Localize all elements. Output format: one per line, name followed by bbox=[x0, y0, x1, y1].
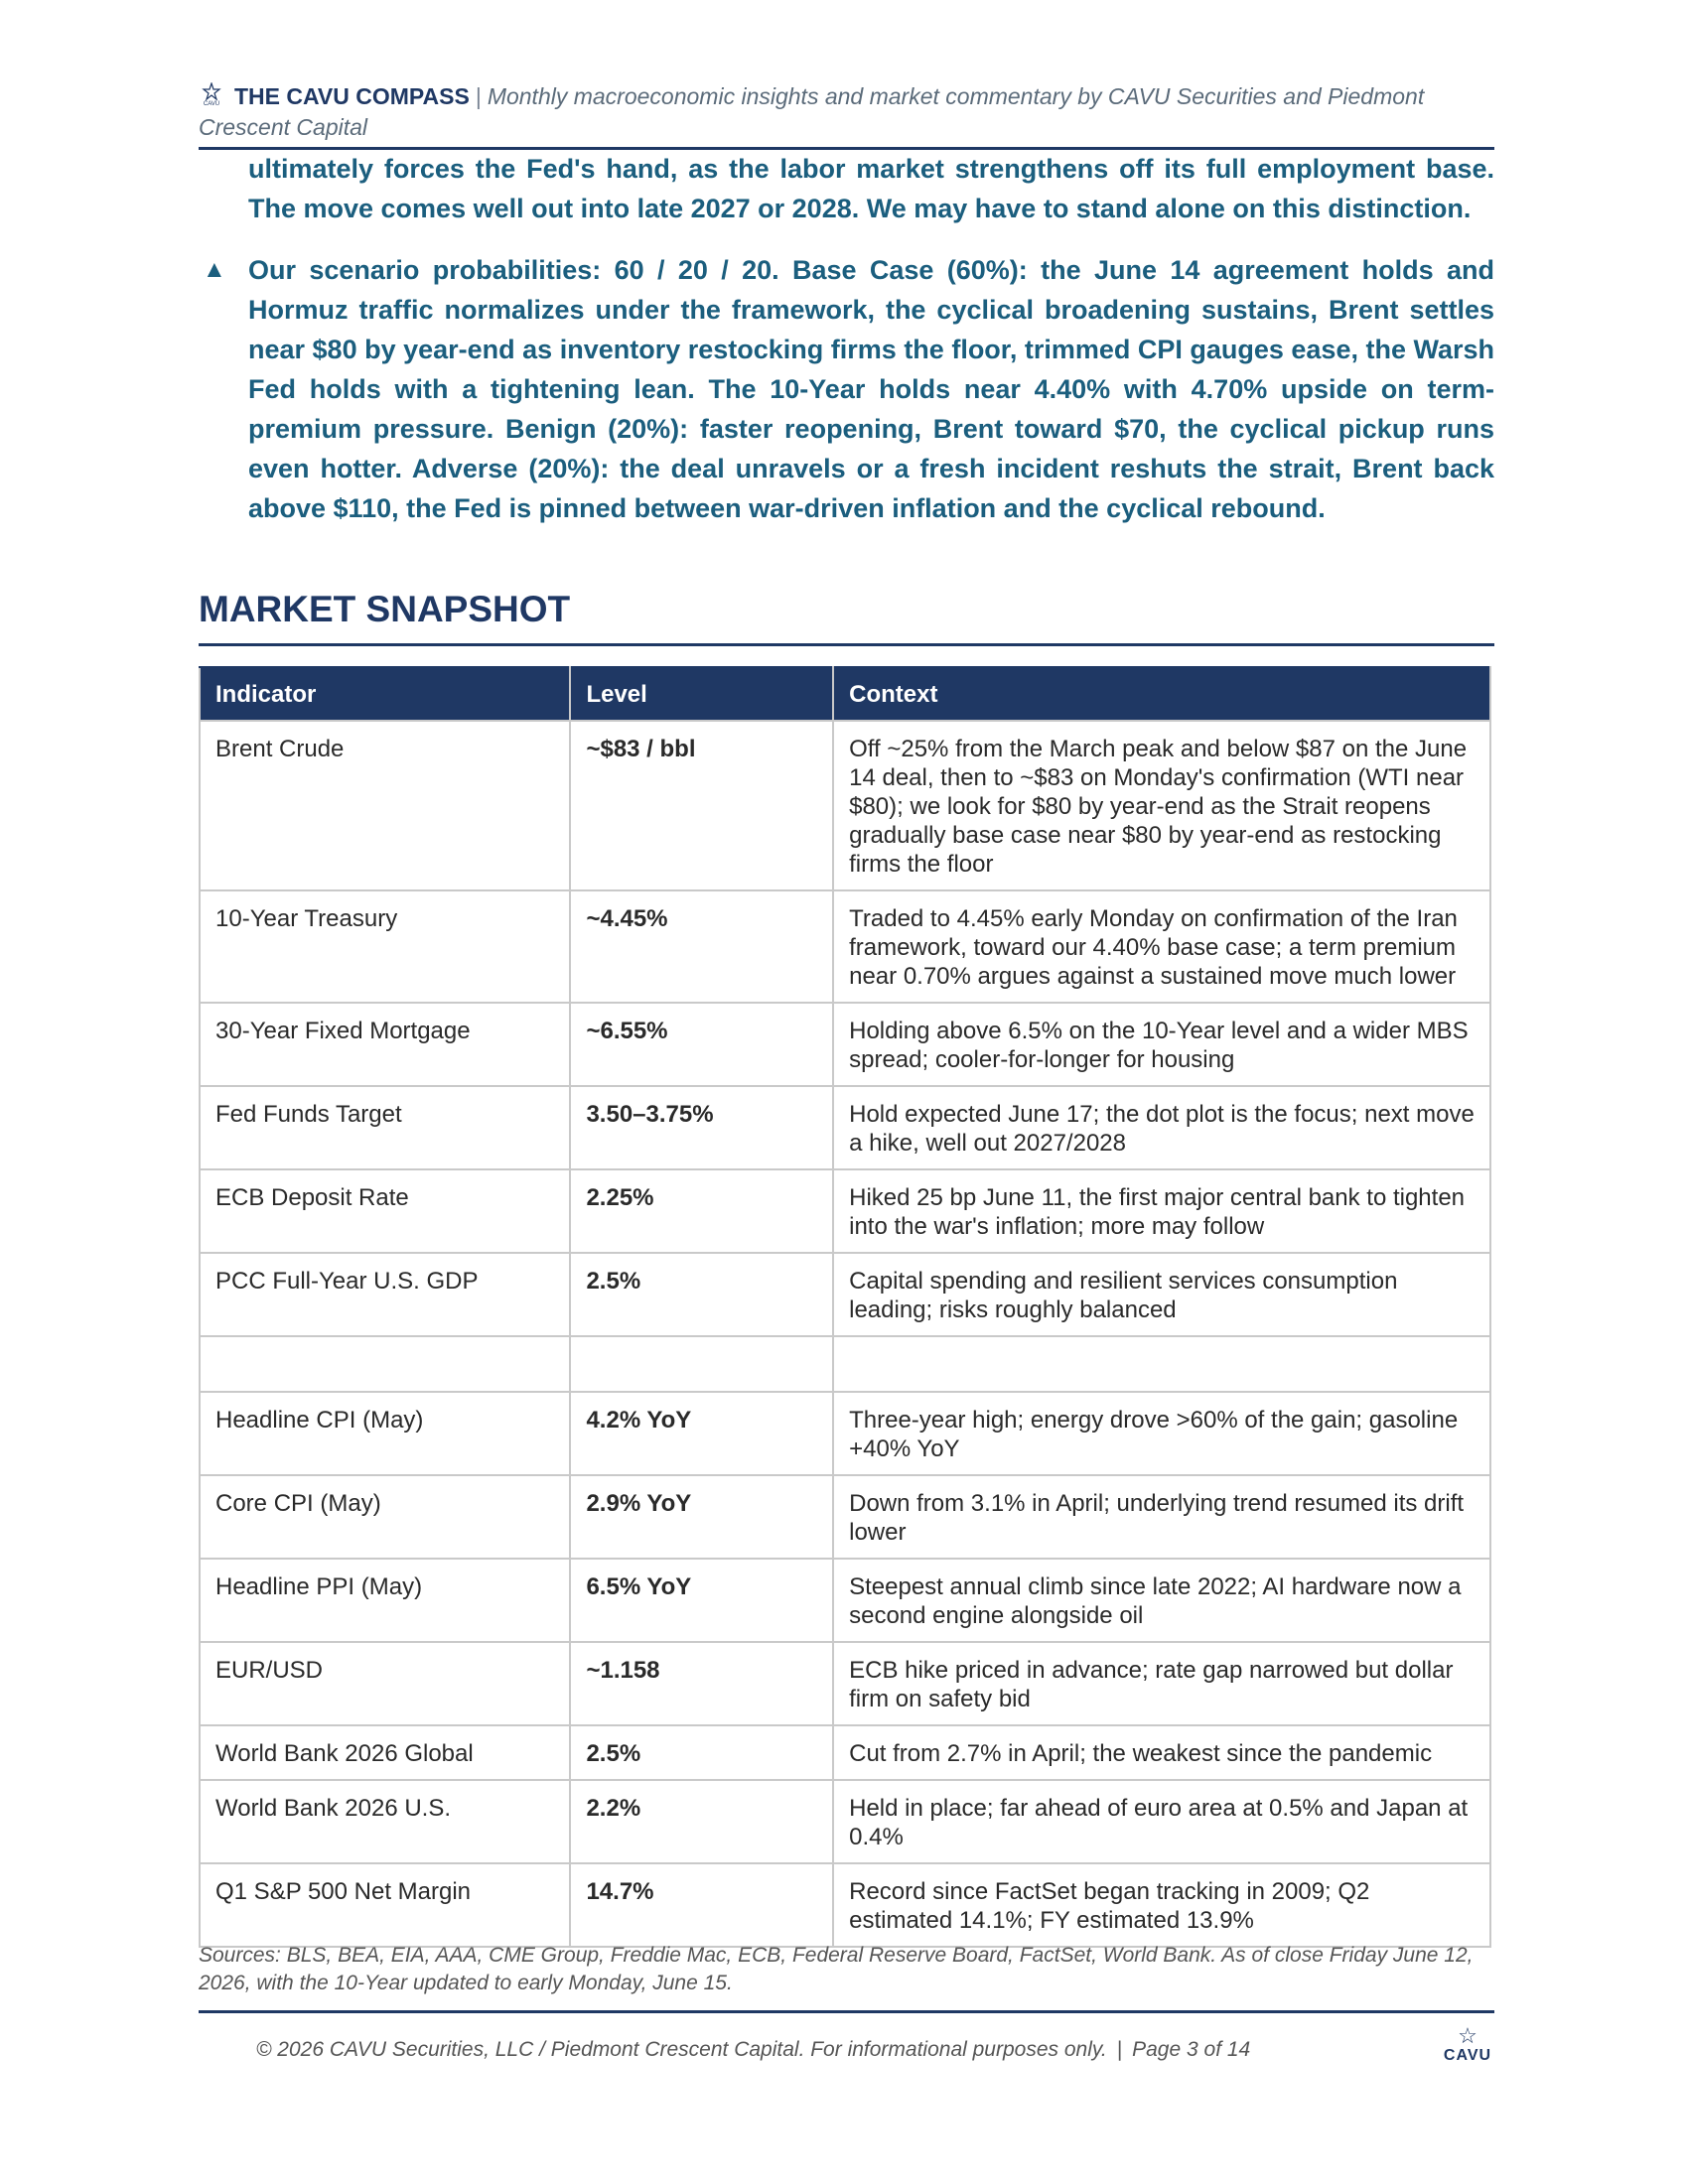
level-cell: 6.5% YoY bbox=[570, 1559, 833, 1642]
column-header-indicator: Indicator bbox=[200, 667, 570, 721]
table-row bbox=[200, 1780, 1490, 1863]
footer-logo-text: CAVU bbox=[1443, 2047, 1492, 2064]
context-cell: Capital spending and resilient services consumption leading; risks roughly balanced bbox=[833, 1253, 1490, 1336]
indicator-cell: PCC Full-Year U.S. GDP bbox=[200, 1253, 570, 1336]
level-cell: 2.2% bbox=[570, 1780, 833, 1863]
context-cell bbox=[833, 1336, 1490, 1392]
copyright-text: © 2026 CAVU Securities, LLC / Piedmont Crescent Capital. For informational purposes only. bbox=[256, 2038, 1107, 2061]
context-cell: Hiked 25 bp June 11, the first major central bank to tighten into the war's inflation; more may follow bbox=[833, 1169, 1490, 1253]
context-cell: Holding above 6.5% on the 10-Year level and a wider MBS spread; cooler-for-longer for housing bbox=[833, 1003, 1490, 1086]
indicator-cell: ECB Deposit Rate bbox=[200, 1169, 570, 1253]
context-cell: Steepest annual climb since late 2022; AI hardware now a second engine alongside oil bbox=[833, 1559, 1490, 1642]
context-cell: Cut from 2.7% in April; the weakest since the pandemic bbox=[833, 1725, 1490, 1780]
level-cell: ~4.45% bbox=[570, 890, 833, 1003]
page-number: Page 3 of 14 bbox=[1132, 2038, 1251, 2061]
table-row bbox=[200, 1253, 1490, 1336]
level-cell: 2.25% bbox=[570, 1169, 833, 1253]
table-header-row bbox=[200, 667, 1490, 721]
indicator-cell: 10-Year Treasury bbox=[200, 890, 570, 1003]
table-row bbox=[200, 1642, 1490, 1725]
table-row bbox=[200, 721, 1490, 890]
level-cell: ~6.55% bbox=[570, 1003, 833, 1086]
level-cell: 3.50–3.75% bbox=[570, 1086, 833, 1169]
indicator-cell: World Bank 2026 Global bbox=[200, 1725, 570, 1780]
table-row-empty bbox=[200, 1336, 1490, 1392]
scenario-text: Our scenario probabilities: 60 / 20 / 20. Base Case (60%): the June 14 agreement holds and Hormuz traffic normalizes under the framework, the cyclical broadening sustains, Brent settles near $80 by year-end as inventory restocking firms the floor, trimmed CPI gauges ease, the Warsh Fed holds with a tightening lean. The 10-Year holds near 4.40% with 4.70% upside on term-premium pressure. Benign (20%): faster reopening, Brent toward $70, the cyclical pickup runs even hotter. Adverse (20%): the deal unravels or a fresh incident reshuts the strait, Brent back above $110, the Fed is pinned between war-driven inflation and the cyclical rebound. bbox=[248, 255, 1494, 523]
indicator-cell: Core CPI (May) bbox=[200, 1475, 570, 1559]
section-title: MARKET SNAPSHOT bbox=[199, 589, 571, 629]
level-cell: ~1.158 bbox=[570, 1642, 833, 1725]
level-cell: 2.5% bbox=[570, 1253, 833, 1336]
triangle-bullet-icon: ▲ bbox=[203, 256, 226, 283]
context-cell: Traded to 4.45% early Monday on confirmation of the Iran framework, toward our 4.40% base case; a term premium near 0.70% argues against a sustained move much lower bbox=[833, 890, 1490, 1003]
header-tagline: Monthly macroeconomic insights and market commentary by CAVU Securities and Piedmont Crescent Capital bbox=[199, 83, 1425, 140]
table-row bbox=[200, 890, 1490, 1003]
level-cell bbox=[570, 1336, 833, 1392]
footer-logo bbox=[1438, 2025, 1497, 2075]
column-header-level: Level bbox=[570, 667, 833, 721]
table-row bbox=[200, 1863, 1490, 1947]
header-separator: | bbox=[475, 83, 482, 109]
level-cell: 14.7% bbox=[570, 1863, 833, 1947]
page-header bbox=[199, 81, 1489, 143]
table-row bbox=[200, 1559, 1490, 1642]
level-cell: 4.2% YoY bbox=[570, 1392, 833, 1475]
table-row bbox=[200, 1475, 1490, 1559]
indicator-cell: Fed Funds Target bbox=[200, 1086, 570, 1169]
footer-separator: | bbox=[1116, 2038, 1123, 2061]
indicator-cell bbox=[200, 1336, 570, 1392]
section-divider bbox=[199, 643, 1494, 646]
indicator-cell: World Bank 2026 U.S. bbox=[200, 1780, 570, 1863]
context-cell: ECB hike priced in advance; rate gap narrowed but dollar firm on safety bid bbox=[833, 1642, 1490, 1725]
context-cell: Three-year high; energy drove >60% of the gain; gasoline +40% YoY bbox=[833, 1392, 1490, 1475]
market-snapshot-table bbox=[199, 666, 1491, 1948]
cavu-logo-icon bbox=[199, 82, 224, 106]
brand-title: THE CAVU COMPASS bbox=[234, 83, 470, 109]
table-row bbox=[200, 1003, 1490, 1086]
indicator-cell: Brent Crude bbox=[200, 721, 570, 890]
context-cell: Hold expected June 17; the dot plot is the focus; next move a hike, well out 2027/2028 bbox=[833, 1086, 1490, 1169]
context-cell: Off ~25% from the March peak and below $87 on the June 14 deal, then to ~$83 on Monday's confirmation (WTI near $80); we look for $80 by year-end as the Strait reopens gradually base case near $80 by year-end as restocking firms the floor bbox=[833, 721, 1490, 890]
page-footer bbox=[256, 2038, 1250, 2062]
indicator-cell: 30-Year Fixed Mortgage bbox=[200, 1003, 570, 1086]
table-row bbox=[200, 1392, 1490, 1475]
indicator-cell: Q1 S&P 500 Net Margin bbox=[200, 1863, 570, 1947]
table-row bbox=[200, 1169, 1490, 1253]
level-cell: 2.9% YoY bbox=[570, 1475, 833, 1559]
scenario-bullet bbox=[199, 250, 1494, 528]
table-row bbox=[200, 1725, 1490, 1780]
context-cell: Held in place; far ahead of euro area at 0.5% and Japan at 0.4% bbox=[833, 1780, 1490, 1863]
svg-text:CAVU: CAVU bbox=[203, 101, 220, 106]
context-cell: Record since FactSet began tracking in 2009; Q2 estimated 14.1%; FY estimated 13.9% bbox=[833, 1863, 1490, 1947]
level-cell: 2.5% bbox=[570, 1725, 833, 1780]
star-icon: ☆ bbox=[1458, 2023, 1477, 2048]
indicator-cell: Headline PPI (May) bbox=[200, 1559, 570, 1642]
commentary-continuation: ultimately forces the Fed's hand, as the labor market strengthens off its full employment base. The move comes well out into late 2027 or 2028. We may have to stand alone on this distinction. bbox=[248, 154, 1494, 223]
sources-note: Sources: BLS, BEA, EIA, AAA, CME Group, Freddie Mac, ECB, Federal Reserve Board, FactSet, World Bank. As of close Friday June 12, 2026, with the 10-Year updated to early Monday, June 15. bbox=[199, 1944, 1474, 1994]
level-cell: ~$83 / bbl bbox=[570, 721, 833, 890]
footer-divider bbox=[199, 2010, 1494, 2013]
indicator-cell: Headline CPI (May) bbox=[200, 1392, 570, 1475]
context-cell: Down from 3.1% in April; underlying trend resumed its drift lower bbox=[833, 1475, 1490, 1559]
table-row bbox=[200, 1086, 1490, 1169]
column-header-context: Context bbox=[833, 667, 1490, 721]
indicator-cell: EUR/USD bbox=[200, 1642, 570, 1725]
